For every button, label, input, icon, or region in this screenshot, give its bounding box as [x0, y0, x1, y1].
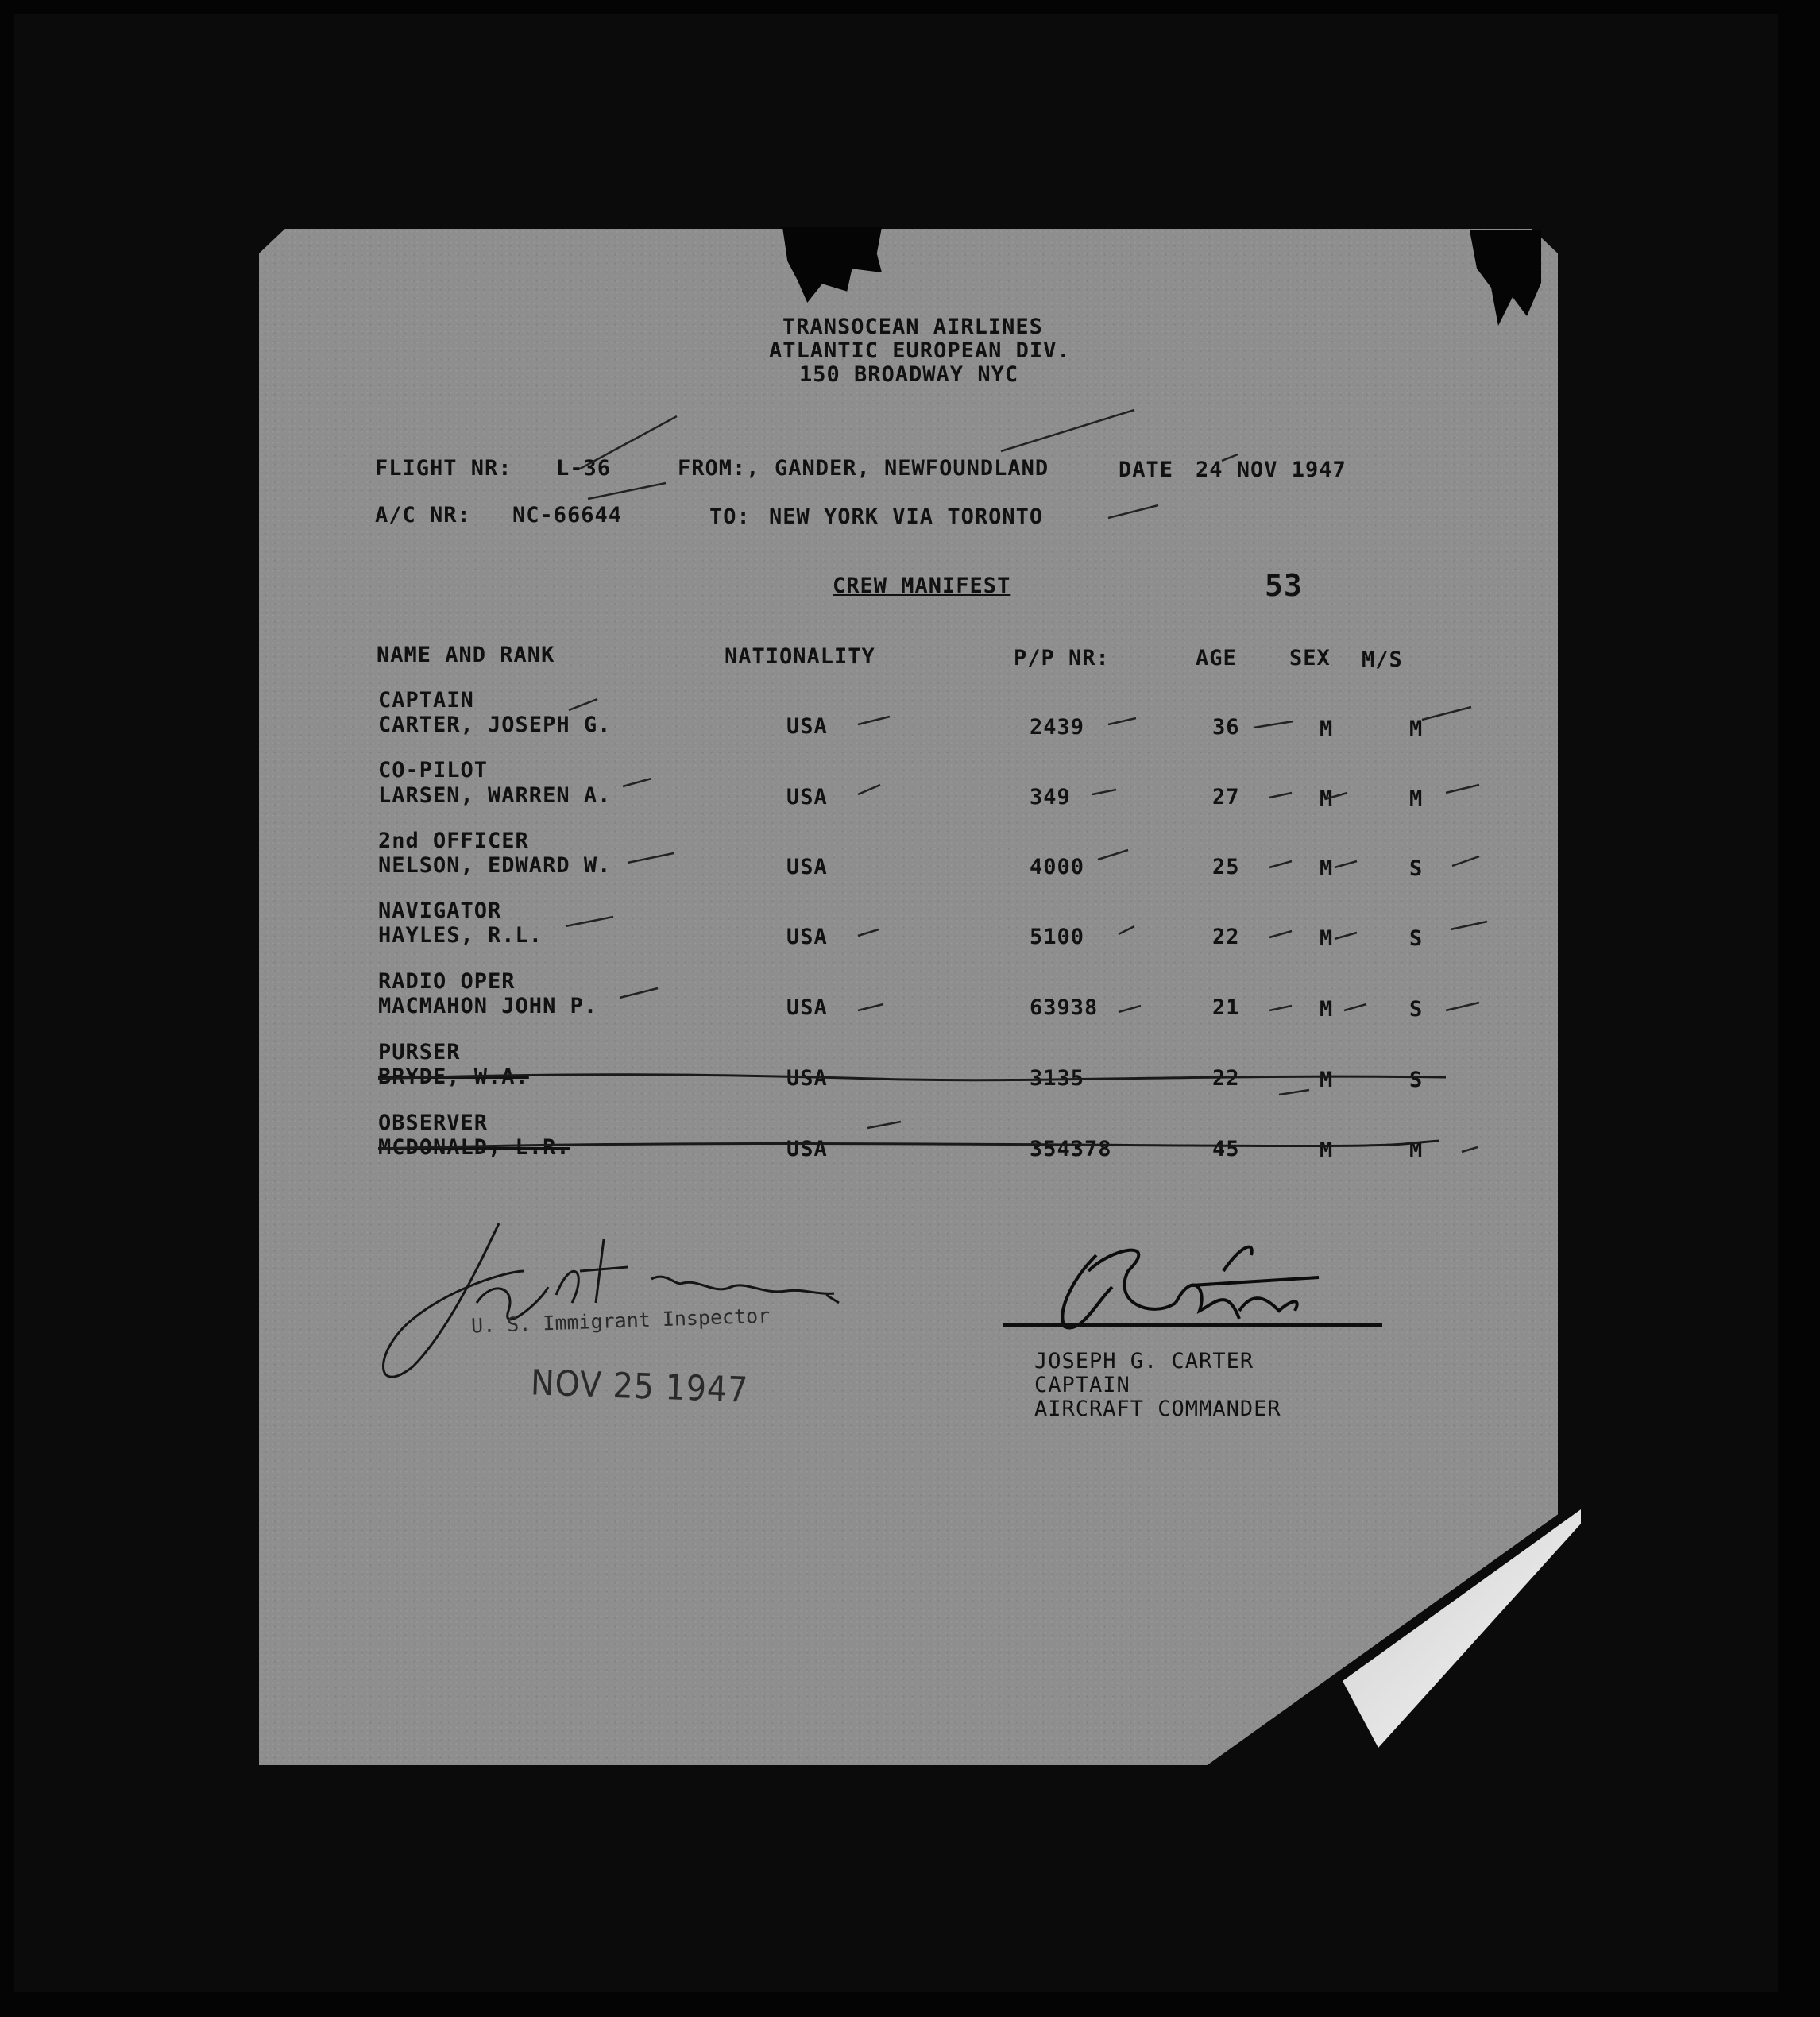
- to-value: NEW YORK VIA TORONTO: [769, 504, 1044, 529]
- crew-marital-status: S: [1409, 1068, 1424, 1092]
- manifest-title: CREW MANIFEST: [833, 574, 1011, 598]
- crew-rank: PURSER: [378, 1040, 461, 1065]
- aircraft-number-value: NC-66644: [512, 503, 623, 527]
- commander-rank: CAPTAIN: [1034, 1373, 1130, 1397]
- crew-rank: 2nd OFFICER: [378, 829, 529, 853]
- column-nationality: NATIONALITY: [725, 644, 875, 669]
- crew-name: CARTER, JOSEPH G.: [378, 713, 612, 737]
- date-label: DATE: [1119, 458, 1174, 482]
- inspection-date-stamp: NOV 25 1947: [530, 1362, 750, 1411]
- manifest-number: 53: [1265, 568, 1303, 603]
- crew-marital-status: S: [1409, 926, 1424, 951]
- date-value: 24 NOV 1947: [1196, 458, 1347, 482]
- crew-sex: M: [1320, 926, 1334, 951]
- crew-name: LARSEN, WARREN A.: [378, 783, 612, 808]
- crew-nationality: USA: [786, 1137, 828, 1161]
- crew-age: 22: [1212, 925, 1240, 949]
- crew-age: 45: [1212, 1137, 1240, 1161]
- crew-passport: 4000: [1030, 855, 1085, 879]
- commander-name: JOSEPH G. CARTER: [1034, 1349, 1254, 1374]
- check-ticks: [566, 410, 1487, 1152]
- aircraft-number-label: A/C NR:: [375, 503, 471, 527]
- crew-sex: M: [1320, 717, 1334, 741]
- column-marital-status: M/S: [1362, 647, 1403, 672]
- column-passport: P/P NR:: [1014, 646, 1110, 670]
- crew-marital-status: M: [1409, 1138, 1424, 1163]
- company-address: 150 BROADWAY NYC: [799, 362, 1019, 387]
- flight-number-label: FLIGHT NR:: [375, 456, 512, 481]
- column-name-rank: NAME AND RANK: [377, 643, 555, 667]
- crew-age: 22: [1212, 1066, 1240, 1091]
- crew-passport: 5100: [1030, 925, 1085, 949]
- captain-signature: [1062, 1247, 1319, 1328]
- inspector-title: U. S. Immigrant Inspector: [470, 1304, 771, 1338]
- crew-marital-status: S: [1409, 856, 1424, 881]
- crew-marital-status: S: [1409, 997, 1424, 1022]
- column-sex: SEX: [1289, 646, 1331, 670]
- crew-passport: 349: [1030, 785, 1071, 810]
- crew-age: 25: [1212, 855, 1240, 879]
- crew-rank: OBSERVER: [378, 1111, 489, 1135]
- crew-sex: M: [1320, 1068, 1334, 1092]
- column-age: AGE: [1196, 646, 1237, 670]
- crew-passport: 2439: [1030, 715, 1085, 740]
- company-name: TRANSOCEAN AIRLINES: [782, 315, 1043, 339]
- crew-passport: 354378: [1030, 1137, 1112, 1161]
- crew-passport: 63938: [1030, 995, 1099, 1020]
- crew-name: HAYLES, R.L.: [378, 923, 543, 948]
- crew-nationality: USA: [786, 785, 828, 810]
- crew-name: NELSON, EDWARD W.: [378, 853, 612, 878]
- crew-passport: 3135: [1030, 1066, 1085, 1091]
- crew-sex: M: [1320, 786, 1334, 811]
- crew-rank: RADIO OPER: [378, 969, 516, 994]
- crew-nationality: USA: [786, 714, 828, 739]
- crew-sex: M: [1320, 856, 1334, 881]
- crew-nationality: USA: [786, 995, 828, 1020]
- crew-age: 27: [1212, 785, 1240, 810]
- strikeout-observer: [378, 1141, 1439, 1149]
- crew-name: MACMAHON JOHN P.: [378, 994, 598, 1018]
- crew-sex: M: [1320, 1138, 1334, 1163]
- to-label: TO:: [709, 504, 751, 529]
- strikeout-purser: [378, 1075, 1446, 1080]
- crew-age: 21: [1212, 995, 1240, 1020]
- flight-number-value: L-36: [556, 456, 612, 481]
- crew-marital-status: M: [1409, 717, 1424, 741]
- from-label: FROM:,: [678, 456, 760, 481]
- crew-nationality: USA: [786, 925, 828, 949]
- crew-rank: CAPTAIN: [378, 688, 474, 713]
- crew-nationality: USA: [786, 1066, 828, 1091]
- crew-rank: CO-PILOT: [378, 758, 489, 782]
- crew-rank: NAVIGATOR: [378, 898, 502, 923]
- inspector-signature: [384, 1223, 840, 1377]
- crew-name: BRYDE, W.A.: [378, 1065, 529, 1089]
- crew-age: 36: [1212, 715, 1240, 740]
- crew-marital-status: M: [1409, 786, 1424, 811]
- crew-nationality: USA: [786, 855, 828, 879]
- from-value: GANDER, NEWFOUNDLAND: [775, 456, 1049, 481]
- crew-name: MCDONALD, L.R.: [378, 1135, 570, 1160]
- company-division: ATLANTIC EUROPEAN DIV.: [769, 338, 1071, 363]
- crew-sex: M: [1320, 997, 1334, 1022]
- commander-title: AIRCRAFT COMMANDER: [1034, 1397, 1281, 1421]
